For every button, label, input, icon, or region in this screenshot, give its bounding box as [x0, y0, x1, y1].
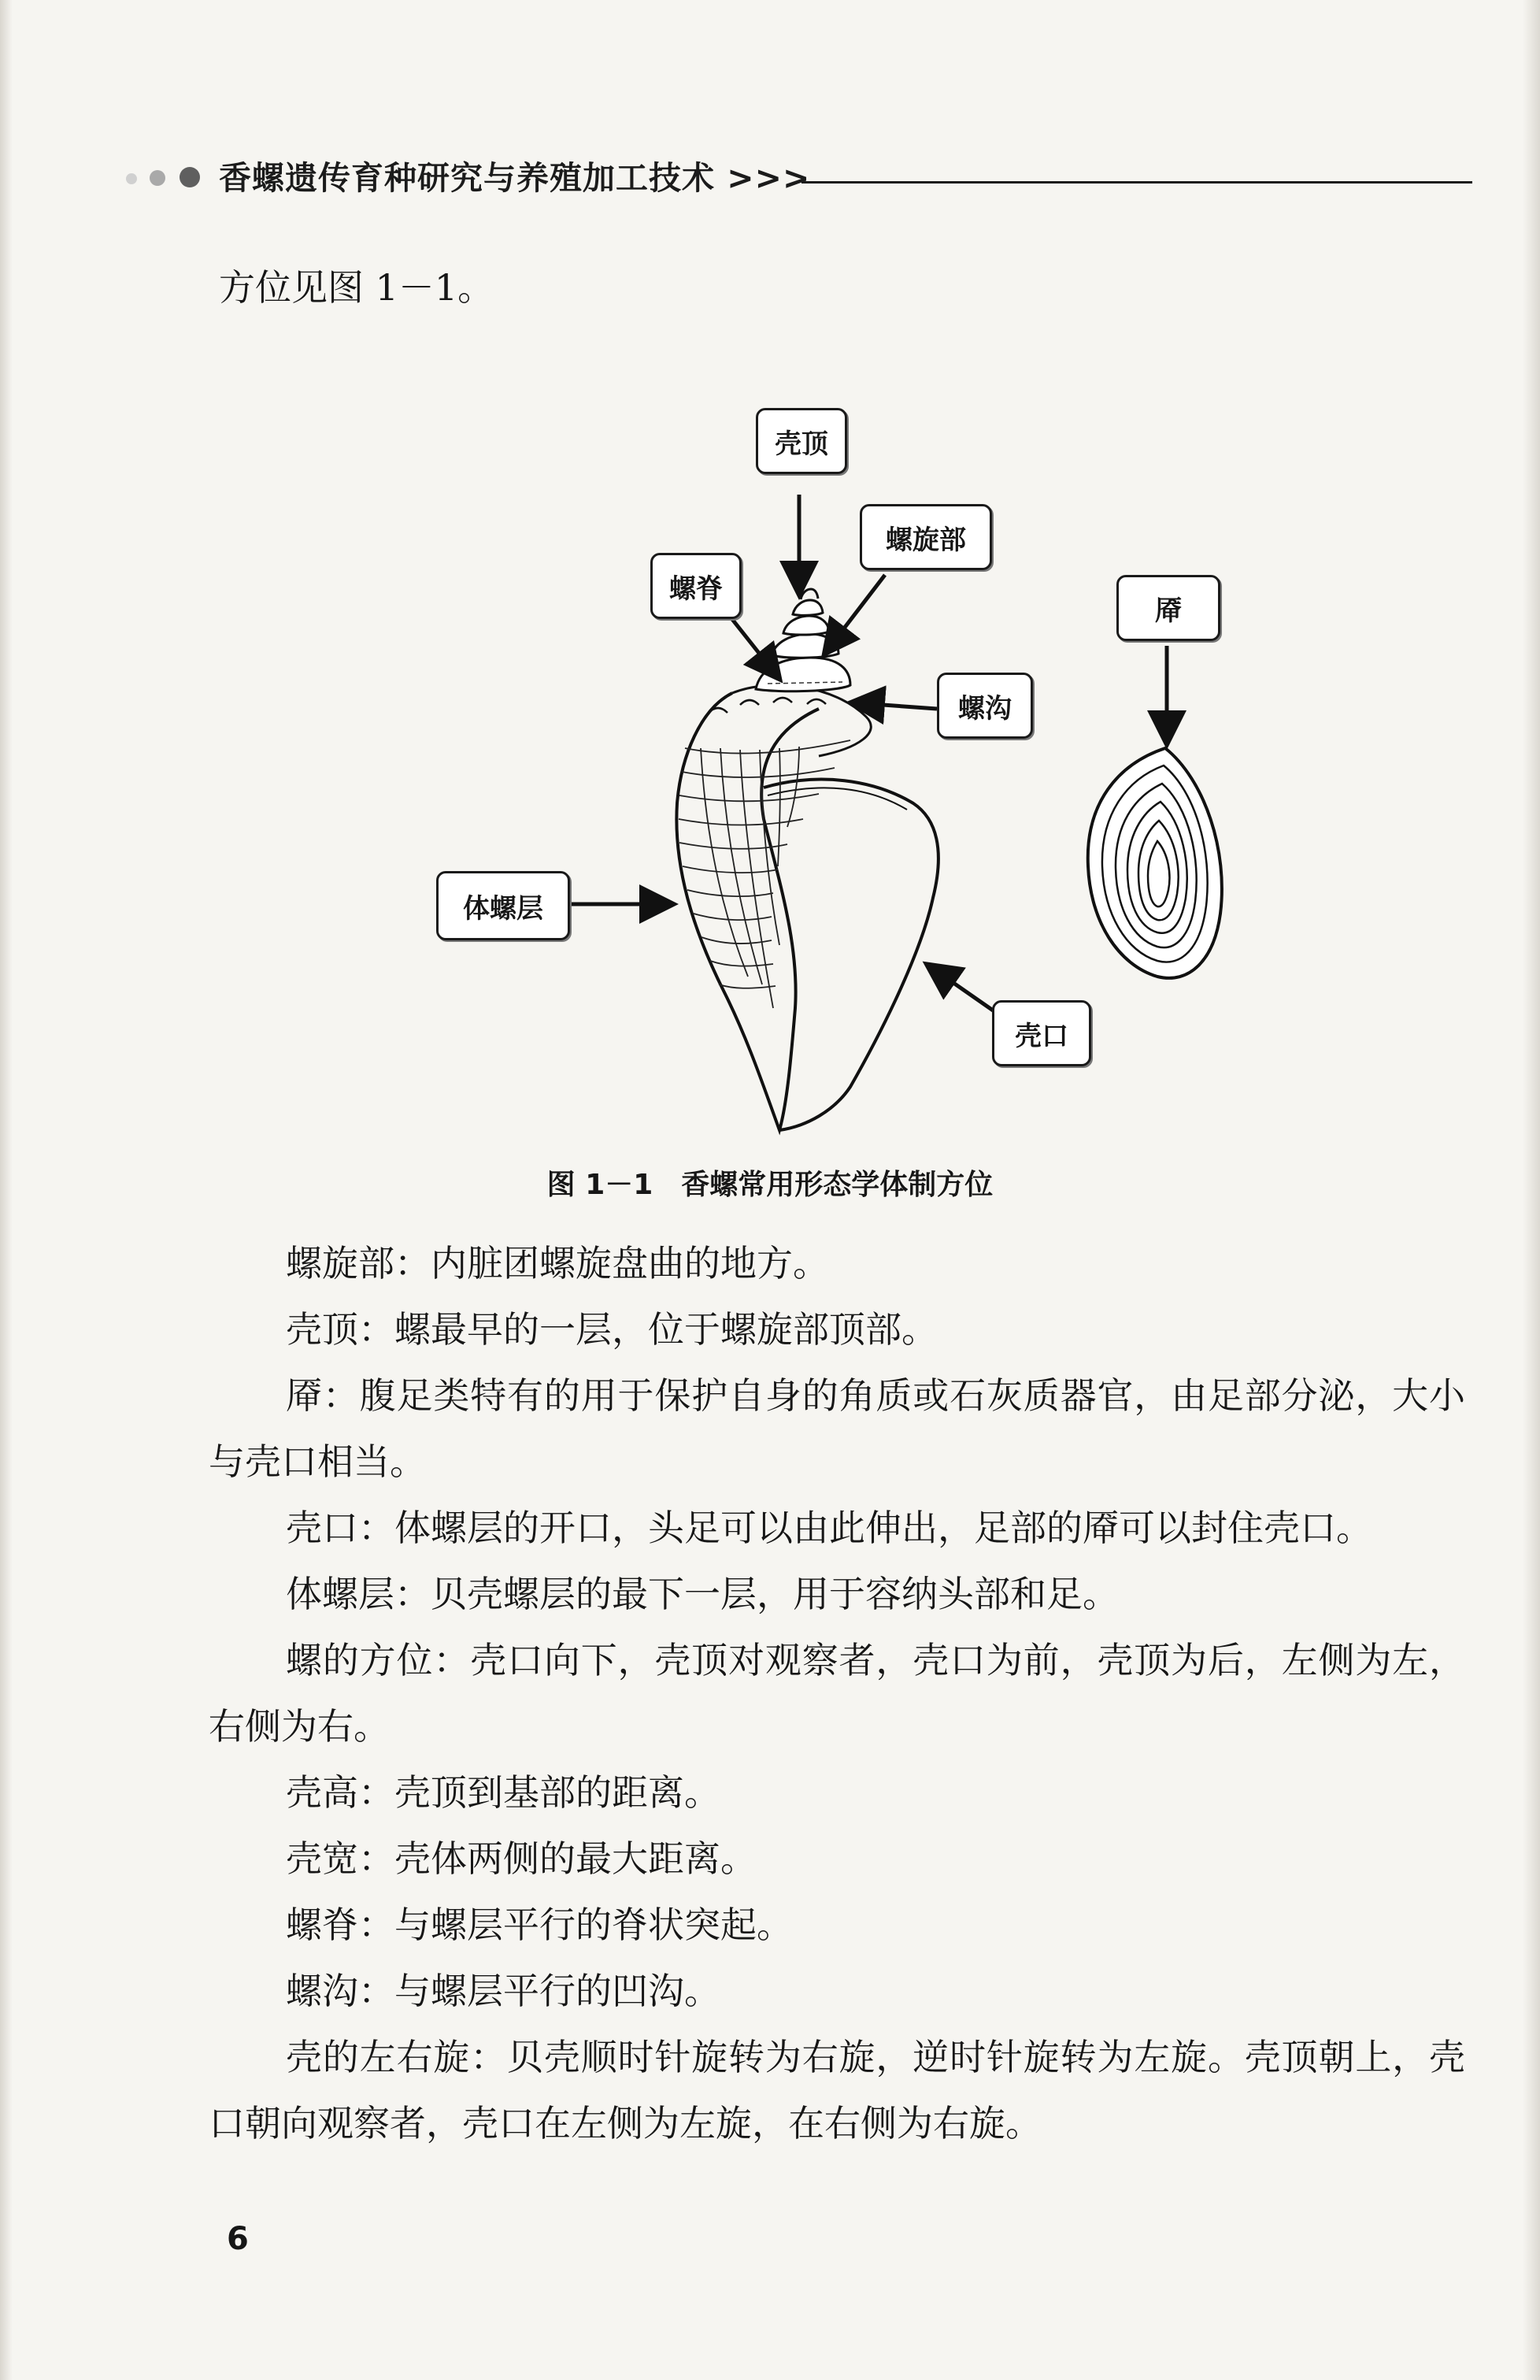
spire-whorl-2: [772, 634, 838, 658]
label-body-whorl: 体螺层: [436, 871, 570, 940]
paragraph: 螺脊：与螺层平行的脊状突起。: [286, 1904, 793, 1946]
paragraph: 螺的方位：壳口向下，壳顶对观察者，壳口为前，壳顶为后，左侧为左，右侧为右。: [209, 1639, 1465, 1748]
paragraph: 厣：腹足类特有的用于保护自身的角质或石灰质器官，由足部分泌，大小与壳口相当。: [209, 1374, 1465, 1483]
label-ridge: 螺脊: [650, 553, 742, 619]
page-number: 6: [227, 2221, 249, 2257]
paragraph: 壳的左右旋：贝壳顺时针旋转为右旋，逆时针旋转为左旋。壳顶朝上，壳口朝向观察者，壳口在左侧为左旋，在右侧为右旋。: [209, 2036, 1465, 2145]
definitions-text: [209, 1230, 1465, 2156]
label-apex: 壳顶: [756, 408, 847, 474]
paragraph: 螺旋部：内脏团螺旋盘曲的地方。: [286, 1242, 829, 1285]
lead-text: 方位见图 1－1。: [219, 266, 494, 309]
header-rule: [801, 181, 1472, 184]
paragraph: 壳顶：螺最早的一层，位于螺旋部顶部。: [286, 1308, 938, 1351]
shell-illustration: [409, 378, 1354, 1173]
paragraph: 壳高：壳顶到基部的距离。: [286, 1771, 720, 1814]
book-title: 香螺遗传育种研究与养殖加工技术 >>>: [219, 159, 811, 197]
body-whorl-outline: [676, 693, 819, 1130]
spire-whorl-4: [793, 600, 823, 615]
label-operculum: 厣: [1116, 575, 1220, 641]
header-dot-light: [126, 173, 137, 184]
spire-whorl-3: [783, 616, 829, 635]
paragraph: 壳宽：壳体两侧的最大距离。: [286, 1837, 757, 1880]
arrow-groove: [861, 703, 937, 709]
arrow-ridge: [728, 614, 773, 671]
paragraph: 螺沟：与螺层平行的凹沟。: [286, 1970, 720, 2012]
label-groove: 螺沟: [937, 673, 1033, 739]
paragraph: 壳口：体螺层的开口，头足可以由此伸出，足部的厣可以封住壳口。: [286, 1507, 1372, 1549]
arrow-spire: [831, 575, 885, 646]
shell-apex: [801, 589, 818, 599]
shell-diagram: [409, 378, 1354, 1173]
running-header: [126, 154, 1472, 202]
label-spire: 螺旋部: [860, 504, 992, 570]
operculum-illustration: [1088, 748, 1222, 978]
header-dot-dark: [180, 167, 200, 187]
figure-caption: 图 1－1 香螺常用形态学体制方位: [546, 1169, 994, 1201]
header-dot-medium: [150, 170, 165, 186]
label-aperture: 壳口: [992, 1000, 1091, 1066]
paragraph: 体螺层：贝壳螺层的最下一层，用于容纳头部和足。: [286, 1573, 1119, 1615]
spire-whorl-1: [756, 658, 850, 691]
